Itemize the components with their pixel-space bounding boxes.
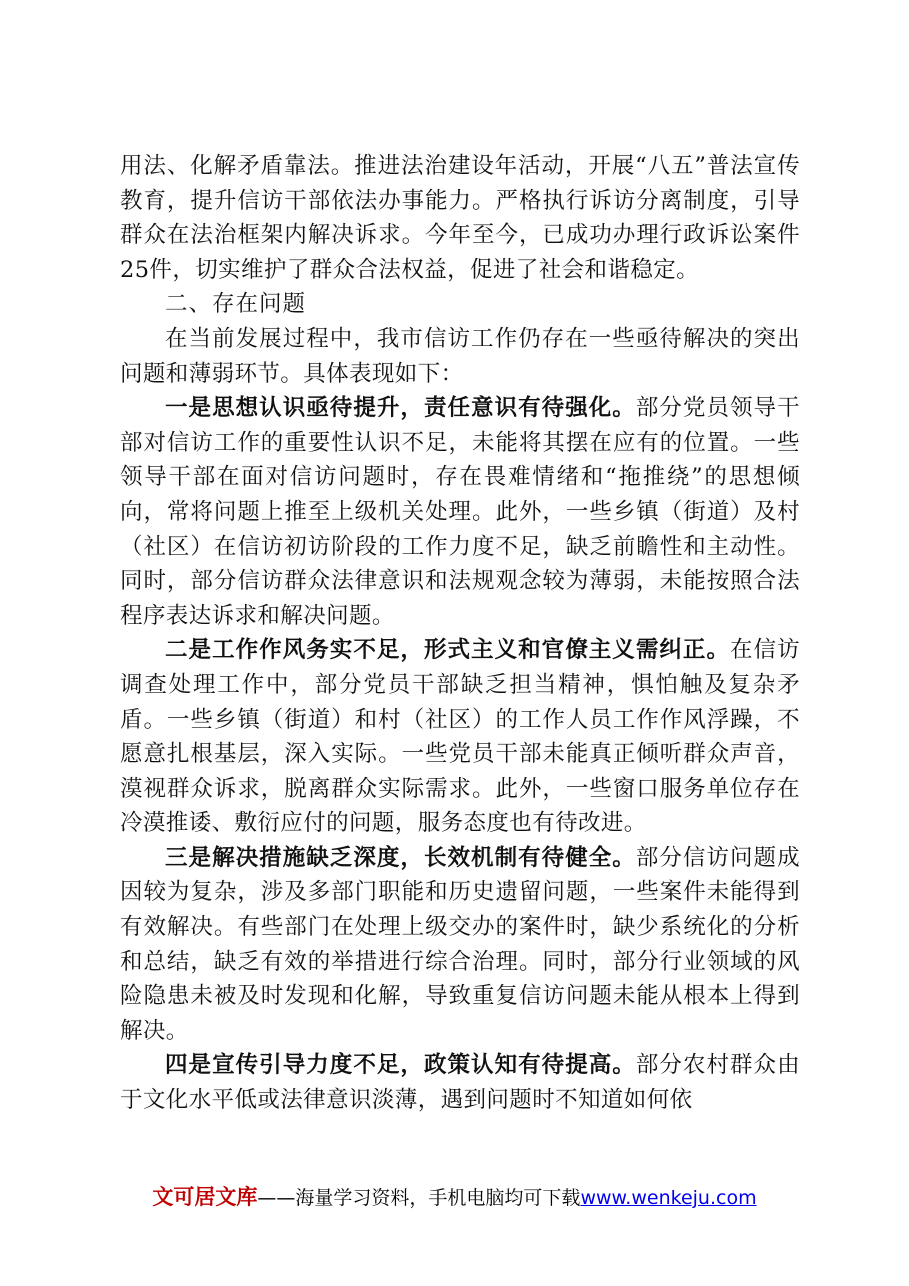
issue-body-1: 部分党员领导干部对信访工作的重要性认识不足，未能将其摆在应有的位置。一些领导干部在面对信访问题时，存在畏难情绪和“拖推绕”的思想倾向，常将问题上推至上级机关处理。此外，一些乡镇（街道）及村（社区）在信访初访阶段的工作力度不足，缺乏前瞻性和主动性。同时，部分信访群众法律意识和法规观念较为薄弱，未能按照合法程序表达诉求和解决问题。 <box>120 395 800 629</box>
issue-body-3: 部分信访问题成因较为复杂，涉及多部门职能和历史遗留问题，一些案件未能得到有效解决。有些部门在处理上级交办的案件时，缺少系统化的分析和总结，缺乏有效的举措进行综合治理。同时，部分行业领域的风险隐患未被及时发现和化解，导致重复信访问题未能从根本上得到解决。 <box>120 844 800 1044</box>
section-intro-paragraph: 在当前发展过程中，我市信访工作仍存在一些亟待解决的突出问题和薄弱环节。具体表现如下： <box>120 325 800 387</box>
issue-paragraph-3 <box>120 841 800 1049</box>
issue-paragraph-4 <box>120 1048 800 1117</box>
footer-site-link[interactable]: www.wenkeju.com <box>580 1187 757 1209</box>
issue-paragraph-2 <box>120 633 800 841</box>
page-footer <box>0 1182 909 1213</box>
issue-body-4: 部分农村群众由于文化水平低或法律意识淡薄，遇到问题时不知道如何依 <box>120 1052 800 1114</box>
issue-lead-3: 三是解决措施缺乏深度，长效机制有待健全。 <box>165 844 636 871</box>
issue-lead-4: 四是宣传引导力度不足，政策认知有待提高。 <box>165 1052 636 1079</box>
section-heading: 二、存在问题 <box>165 291 307 318</box>
document-body <box>120 149 800 1118</box>
issue-lead-2: 二是工作作风务实不足，形式主义和官僚主义需纠正。 <box>165 637 731 664</box>
footer-brand: 文可居文库 <box>152 1185 258 1209</box>
footer-slogan: ——海量学习资料，手机电脑均可下载 <box>257 1187 581 1209</box>
issue-paragraph-1 <box>120 391 800 633</box>
issue-lead-1: 一是思想认识亟待提升，责任意识有待强化。 <box>165 395 636 422</box>
intro-paragraph: 用法、化解矛盾靠法。推进法治建设年活动，开展“八五”普法宣传教育，提升信访干部依法办事能力。严格执行诉访分离制度，引导群众在法治框架内解决诉求。今年至今，已成功办理行政诉讼案件25件，切实维护了群众合法权益，促进了社会和谐稳定。 <box>120 153 800 283</box>
issue-body-2: 在信访调查处理工作中，部分党员干部缺乏担当精神，惧怕触及复杂矛盾。一些乡镇（街道）和村（社区）的工作人员工作作风浮躁，不愿意扎根基层，深入实际。一些党员干部未能真正倾听群众声音，漠视群众诉求，脱离群众实际需求。此外，一些窗口服务单位存在冷漠推诿、敷衍应付的问题，服务态度也有待改进。 <box>120 637 800 837</box>
